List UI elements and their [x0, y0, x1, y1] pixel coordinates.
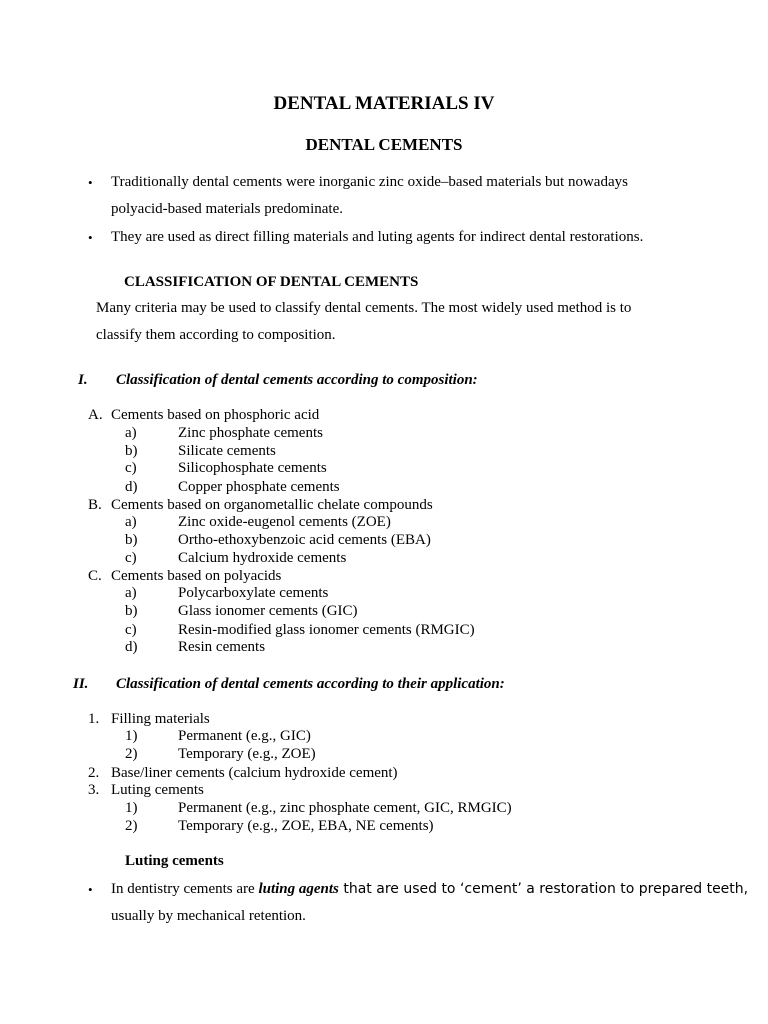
group-label: Luting cements	[111, 782, 204, 798]
group-label: Filling materials	[111, 711, 210, 727]
list-item: Temporary (e.g., ZOE, EBA, NE cements)	[178, 818, 434, 834]
group-label: Base/liner cements (calcium hydroxide cement)	[111, 765, 398, 781]
item-marker: c)	[125, 622, 137, 638]
list-item: Permanent (e.g., zinc phosphate cement, GIC, RMGIC)	[178, 800, 512, 816]
luting-line-1	[111, 880, 748, 898]
classification-heading: CLASSIFICATION OF DENTAL CEMENTS	[124, 274, 419, 290]
list-item: Glass ionomer cements (GIC)	[178, 603, 358, 619]
item-marker: d)	[125, 479, 138, 495]
group-marker: 3.	[88, 782, 100, 798]
classification-paragraph-line: classify them according to composition.	[96, 327, 336, 343]
group-label: Cements based on organometallic chelate compounds	[111, 497, 433, 513]
section-heading: Classification of dental cements according to composition:	[116, 372, 478, 388]
item-marker: 1)	[125, 728, 138, 744]
list-item: Zinc phosphate cements	[178, 425, 323, 441]
luting-text: that are used to ‘cement’ a restoration to prepared teeth,	[338, 881, 749, 897]
list-item: Zinc oxide-eugenol cements (ZOE)	[178, 514, 391, 530]
bullet-marker: •	[88, 230, 93, 245]
list-item: Permanent (e.g., GIC)	[178, 728, 311, 744]
list-item: Calcium hydroxide cements	[178, 550, 347, 566]
group-marker: C.	[88, 568, 102, 584]
group-label: Cements based on phosphoric acid	[111, 407, 320, 423]
item-marker: a)	[125, 514, 137, 530]
item-marker: 2)	[125, 746, 138, 762]
luting-line-2: usually by mechanical retention.	[111, 908, 306, 924]
list-item: Resin cements	[178, 639, 266, 655]
item-marker: a)	[125, 425, 137, 441]
section-numeral: II.	[73, 676, 89, 692]
intro-bullet-line: Traditionally dental cements were inorganic zinc oxide–based materials but nowadays	[111, 174, 628, 190]
bullet-marker: •	[88, 175, 93, 190]
document-subtitle: DENTAL CEMENTS	[305, 135, 463, 154]
classification-paragraph-line: Many criteria may be used to classify dental cements. The most widely used method is to	[96, 300, 632, 316]
section-heading: Classification of dental cements according to their application:	[116, 676, 505, 692]
item-marker: d)	[125, 639, 138, 655]
luting-emphasis: luting agents	[258, 881, 339, 897]
list-item: Ortho-ethoxybenzoic acid cements (EBA)	[178, 532, 431, 548]
group-label: Cements based on polyacids	[111, 568, 282, 584]
group-marker: 1.	[88, 711, 100, 727]
luting-heading: Luting cements	[125, 853, 224, 869]
group-marker: A.	[88, 407, 103, 423]
document-title: DENTAL MATERIALS IV	[273, 93, 495, 114]
intro-bullet-line: polyacid-based materials predominate.	[111, 201, 343, 217]
list-item: Resin-modified glass ionomer cements (RMGIC)	[178, 622, 475, 638]
item-marker: b)	[125, 443, 138, 459]
group-marker: 2.	[88, 765, 100, 781]
item-marker: 2)	[125, 818, 138, 834]
item-marker: c)	[125, 460, 137, 476]
list-item: Silicate cements	[178, 443, 276, 459]
item-marker: c)	[125, 550, 137, 566]
section-numeral: I.	[78, 372, 88, 388]
item-marker: 1)	[125, 800, 138, 816]
bullet-marker: •	[88, 882, 93, 897]
luting-text: In dentistry cements are	[111, 881, 259, 897]
intro-bullet-line: They are used as direct filling materials and luting agents for indirect dental restorations.	[111, 229, 644, 245]
item-marker: a)	[125, 585, 137, 601]
list-item: Polycarboxylate cements	[178, 585, 329, 601]
list-item: Silicophosphate cements	[178, 460, 327, 476]
list-item: Copper phosphate cements	[178, 479, 340, 495]
item-marker: b)	[125, 603, 138, 619]
list-item: Temporary (e.g., ZOE)	[178, 746, 316, 762]
group-marker: B.	[88, 497, 102, 513]
item-marker: b)	[125, 532, 138, 548]
